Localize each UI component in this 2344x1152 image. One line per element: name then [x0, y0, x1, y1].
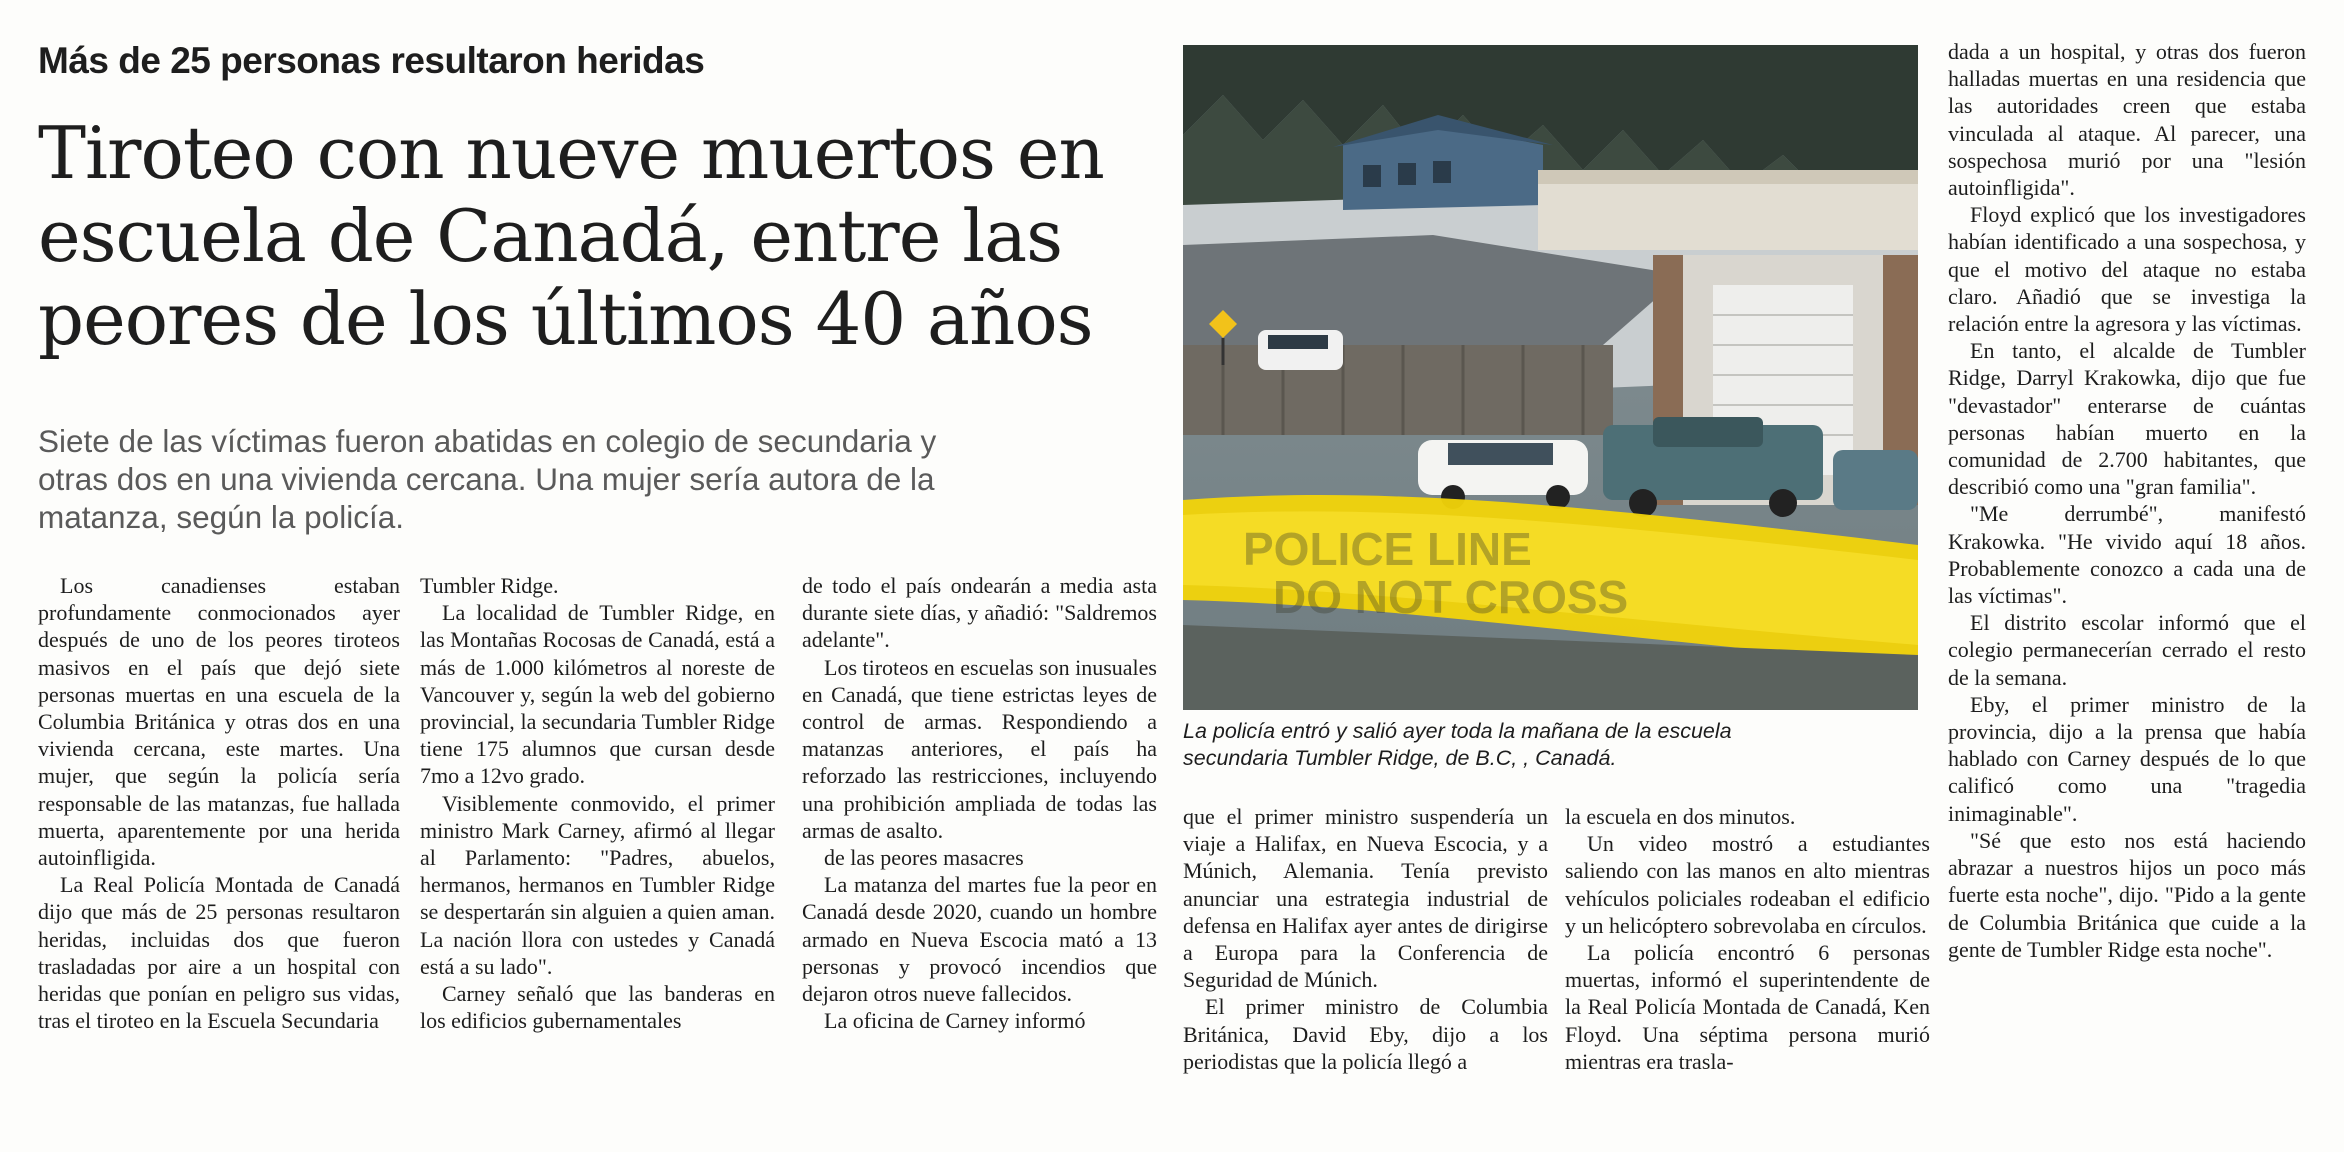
paragraph: La Real Policía Montada de Canadá dijo que más de 25 personas resultaron heridas, incluidas dos que fueron trasladadas por aire a un hospital con heridas que ponían en peligro sus vidas, tras el tiroteo en la Escuela Secundaria [38, 872, 400, 1034]
paragraph: Los canadienses estaban profundamente conmocionados ayer después de uno de los peores tiroteos masivos en el país que dejó siete personas muertas en una escuela de la Columbia Británica y otras dos en una vivienda cercana, este martes. Una mujer, que según la policía sería responsable de las matanzas, fue hallada muerta, aparentemente por una herida autoinfligida. [38, 573, 400, 871]
deck-line: Siete de las víctimas fueron abatidas en colegio de secundaria y [38, 423, 937, 459]
photo-illustration [1183, 45, 1918, 710]
body-column-1 [38, 572, 400, 1132]
paragraph: La localidad de Tumbler Ridge, en las Montañas Rocosas de Canadá, está a más de 1.000 kilómetros al noreste de Vancouver y, según la web del gobierno provincial, la secundaria Tumbler Ridge tiene 175 alumnos que cursan desde 7mo a 12vo grado. [420, 600, 775, 789]
caption-line: secundaria Tumbler Ridge, de B.C, , Canadá. [1183, 746, 1617, 770]
caption-line: La policía entró y salió ayer toda la mañana de la escuela [1183, 719, 1732, 743]
paragraph: El distrito escolar informó que el colegio permanecerían cerrado el resto de la semana. [1948, 610, 2306, 690]
body-column-2 [420, 572, 775, 1132]
paragraph: La policía encontró 6 personas muertas, informó el superintendente de la Real Policía Montada de Canadá, Ken Floyd. Una séptima persona murió mientras era trasla- [1565, 940, 1930, 1074]
kicker: Más de 25 personas resultaron heridas [38, 40, 705, 81]
paragraph: Floyd explicó que los investigadores habían identificado a una sospechosa, y que el motivo del ataque no estaba claro. Añadió que se investiga la relación entre la agresora y las víctimas. [1948, 202, 2306, 337]
paragraph: Los tiroteos en escuelas son inusuales en Canadá, que tiene estrictas leyes de control de armas. Respondiendo a matanzas anteriores, el país ha reforzado las restricciones, incluyendo una prohibición ampliada de todas las armas de asalto. [802, 654, 1157, 843]
paragraph: La matanza del martes fue la peor en Canadá desde 2020, cuando un hombre armado en Nueva Escocia mató a 13 personas y provocó incendios que dejaron otros nueve fallecidos. [802, 872, 1157, 1007]
paragraph: la escuela en dos minutos. [1565, 804, 1796, 829]
paragraph: que el primer ministro suspendería un viaje a Halifax, en Nueva Escocia, y a Múnich, Alemania. Tenía previsto anunciar una estrategia industrial de defensa en Halifax ayer antes de dirigirse a Europa para la Conferencia de Seguridad de Múnich. [1183, 804, 1548, 993]
photo-caption [1183, 718, 1923, 772]
paragraph: Tumbler Ridge. [420, 573, 559, 598]
headline-line: Tiroteo con nueve muertos en [38, 111, 1104, 195]
body-column-6 [1948, 38, 2306, 1138]
paragraph: "Sé que esto nos está haciendo abrazar a nuestros hijos un poco más fuerte esta noche", dijo. "Pido a la gente de Columbia Británica que cuide a la gente de Tumbler Ridge esta noche". [1948, 827, 2306, 962]
headline [38, 112, 1178, 361]
news-photo [1183, 45, 1918, 710]
paragraph: Eby, el primer ministro de la provincia, dijo a la prensa que había hablado con Carney después de lo que calificó como una "tragedia inimaginable". [1948, 691, 2306, 826]
headline-line: escuela de Canadá, entre las [38, 194, 1063, 278]
body-column-5 [1565, 803, 1930, 1133]
paragraph: de todo el país ondearán a media asta durante siete días, y añadió: "Saldremos adelante". [802, 573, 1157, 653]
paragraph: En tanto, el alcalde de Tumbler Ridge, Darryl Krakowka, dijo que fue "devastador" enterarse de cuántas personas habían muerto en la comunidad de 2.700 habitantes, que describió como una "gran familia". [1948, 338, 2306, 500]
deck-line: matanza, según la policía. [38, 499, 404, 535]
paragraph: dada a un hospital, y otras dos fueron halladas muertas en una residencia que las autoridades creen que estaba vinculada al ataque. Al parecer, una sospechosa murió por una "lesión autoinfligida". [1948, 39, 2306, 201]
paragraph: Un video mostró a estudiantes saliendo con las manos en alto mientras vehículos policiales rodeaban el edificio y un helicóptero sobrevolaba en círculos. [1565, 831, 1930, 938]
tape-text: DO NOT CROSS [1273, 571, 1629, 623]
paragraph: La oficina de Carney informó [824, 1008, 1086, 1034]
body-column-4 [1183, 803, 1548, 1133]
paragraph: "Me derrumbé", manifestó Krakowka. "He vivido aquí 18 años. Probablemente conozco a cada una de las víctimas". [1948, 501, 2306, 609]
body-column-3 [802, 572, 1157, 1132]
headline-line: peores de los últimos 40 años [38, 277, 1093, 361]
deck-subheading [38, 422, 1178, 536]
paragraph: Visiblemente conmovido, el primer ministro Mark Carney, afirmó al llegar al Parlamento: "Padres, abuelos, hermanos, hermanos en Tumbler Ridge se despertarán sin alguien a quien aman. La nación llora con ustedes y Canadá está a su lado". [420, 790, 775, 979]
paragraph: de las peores masacres [824, 845, 1024, 871]
tape-text: POLICE LINE [1243, 523, 1532, 575]
deck-line: otras dos en una vivienda cercana. Una mujer sería autora de la [38, 461, 935, 497]
paragraph: El primer ministro de Columbia Británica, David Eby, dijo a los periodistas que la policía llegó a [1183, 994, 1548, 1074]
paragraph: Carney señaló que las banderas en los edificios gubernamentales [420, 981, 775, 1034]
